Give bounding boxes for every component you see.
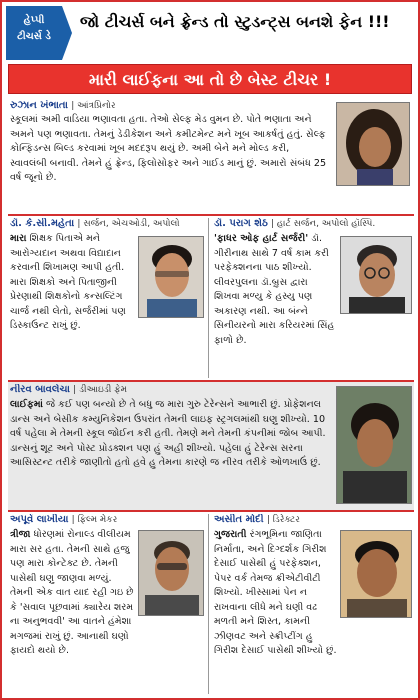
photo-asit <box>340 530 412 618</box>
name-line <box>214 514 414 525</box>
separator: | <box>71 101 78 111</box>
banner: મારી લાઈફના આ તો છે બેસ્ટ ટીચર ! <box>8 64 412 94</box>
name-line <box>10 218 206 229</box>
column-divider <box>208 218 209 378</box>
lead-phrase: 'ફાધર ઓફ હાર્ટ સર્જરી' <box>214 233 309 244</box>
photo-mehta <box>138 236 204 318</box>
divider <box>8 510 414 512</box>
tag-arrow-shape <box>62 6 72 60</box>
quote-body: જે કઈ પણ બન્યો છે તે બધુ જ મારા ગુરુ ટેરેન્સને આભારી છું. પ્રોફેશનલ ડાન્સ અને બેસીક કમ્યુનિકેશન ઉપરાંત તેમની લાઇફ સ્ટ્રગલમાંથી ઘણુ શીખ્યો. 10 વર્ષ પહેલા મે તેમની સ્કૂલ જોઈન કરી હતી. તેમણે મને તેમની કંપનીમાં જોબ આપી. ડાન્સનું શૂટ અને પોસ્ટ પ્રોડક્શન પણ હું અહી શીખ્યો. પહેલા હું ટેરેન્સ સરના આસિસ્ટન્ટ તરીકે જાણીતો હતો હવે હુ તેમના કારણે જ નીરવ તરીકે ઓળખાઉં છું. <box>10 399 326 468</box>
person-name: અપૂર્વ લાખીયા <box>10 514 69 525</box>
quote-text: સ્કૂલમાં અમી વાડિયા ભણાવતા હતા. તેઓ સેલ્ફ મેડ વુમન છે. પોતે ભણાતા અને અમને પણ ભણાવતા. તેમનું ડેડીકેશન અને કમીટમેન્ટ મને ખૂબ આકર્ષતું હતું. સેલ્ફ કોન્ફિડન્સ બિલ્ડ કરવામાં ખૂબ મદદરૂપ થયું છે. અમી બેને મને મોલ્ડ કરી, સ્વાવલંબી બનાવી. તેમને હું ફ્રેન્ડ, ફિલોસોફર અને ગાઈડ માનું છું. અમારો સંબંધ 25 વર્ષ જૂનો છે. <box>10 114 327 183</box>
photo-sheth <box>340 236 412 314</box>
man-portrait-icon <box>337 387 412 504</box>
person-title: ફિલ્મ મેકર <box>77 515 118 525</box>
quote-text <box>214 232 336 348</box>
separator: | <box>266 515 273 525</box>
quote-body: શિક્ષક પિતાએ મને આરોગ્યદાન અથવા વિદ્યાદાન કરવાની શિખામણ આપી હતી. મારા શિક્ષકો અને પિતાજીની પ્રેરણાથી શિક્ષકોનો કન્સલ્ટિંગ ચાર્જ નથી લેતો, સર્જરીમાં પણ ડિસ્કાઉન્ટ રાખું છું. <box>10 233 126 331</box>
column-divider <box>208 514 209 694</box>
woman-portrait-icon <box>337 103 410 186</box>
person-name: નીરવ બાવલેચા <box>10 384 70 395</box>
person-title: ડીઆઇડી ફેમ <box>79 385 127 395</box>
photo-nirav <box>336 386 412 504</box>
quote-text <box>10 232 134 334</box>
separator: | <box>71 515 78 525</box>
profile-ruzan <box>10 100 328 212</box>
quote-body: ધોરણમાં રોનાલ્ડ વીલીયમ મારા સર હતા. તેમની સાથે હજુ પણ મારા કોન્ટેક્ટ છે. તેમની પાસેથી ઘણુ જાણવા મળ્યું. તેમની એક વાત યાદ રહી ગઇ છે કે 'સવાલ પૂછવામાં ક્યારેય શરમ ના અનુભવવી' આ વાતને હંમેશા મગજમાં રાખું છું. આનાથી ઘણો ફાયદો થયો છે. <box>10 529 134 656</box>
person-title: આંત્રપ્રિનોર <box>77 101 116 111</box>
tag-line-2: ટીચર્સ ડે <box>17 31 51 42</box>
header <box>6 6 416 60</box>
lead-word: મારા <box>10 233 27 244</box>
name-line <box>10 514 206 525</box>
man-portrait-icon <box>139 237 204 318</box>
name-line <box>214 218 414 229</box>
person-title: હાર્ટ સર્જન, અપોલો હૉસ્પિ. <box>276 219 376 229</box>
lead-word: ગુજરાતી <box>214 529 247 540</box>
section-tag <box>6 6 62 60</box>
separator: | <box>270 219 277 229</box>
quote-body: રંગભૂમિના જાણિતા નિર્માતા, અને દિગ્દર્શક ગિરીશ દેસાઈ પાસેથી હું પરફેક્શન, પેપર વર્ક તેમજ ક્રીએટીવીટી શિખ્યો. ખીસ્સામાં પેન ન રાખવાના લીધે મને ઘણી વઢ મળતી મને શિસ્ત, કામની ઝીણવટ અને સ્ક્રીપ્ટીંગ હુ ગિરીશ દેસાઈ પાસેથી શીખ્યો છું. <box>214 529 337 656</box>
divider <box>8 214 414 216</box>
headline: જો ટીચર્સ બને ફ્રેન્ડ તો સ્ટુડન્ટ્સ બનશે ફેન !!! <box>80 12 390 31</box>
lead-word: ત્રીજા <box>10 529 31 540</box>
person-title: સર્જન, એચઓડી, અપોલો <box>83 219 180 229</box>
person-name: ડૉ. પરાગ શેઠ <box>214 218 268 229</box>
man-portrait-icon <box>139 531 204 616</box>
person-name: અસીત મોદી <box>214 514 264 525</box>
quote-text <box>214 528 338 659</box>
man-portrait-icon <box>341 531 412 618</box>
quote-text <box>10 528 134 659</box>
tag-line-1: હેપ્પી <box>23 15 45 26</box>
separator: | <box>77 219 84 229</box>
separator: | <box>73 385 80 395</box>
person-title: ડિરેક્ટર <box>272 515 300 525</box>
person-name: ડૉ. કે.સી.મહેતા <box>10 218 75 229</box>
person-name: રુઝાન ખંભાતા <box>10 100 69 111</box>
name-line <box>10 100 328 111</box>
quote-body: ડૉ. ગીરીનાથ સાથે 7 વર્ષ કામ કરી પરફેક્શનના પાઠ શીખ્યો. લીવરપુલના ડૉ.બ્રુસ દ્વારા શિખવા મળ્યુ કે હસ્યુ પણ અકારણ નથી. આ બંન્ને સિનીયરનો મારા કરિયરમાં સિંહ ફાળો છે. <box>214 233 335 346</box>
quote-text <box>10 398 332 471</box>
photo-apurva <box>138 530 204 616</box>
man-portrait-icon <box>341 237 412 314</box>
photo-ruzan <box>336 102 410 186</box>
lead-word: લાઈફમાં <box>10 399 43 410</box>
